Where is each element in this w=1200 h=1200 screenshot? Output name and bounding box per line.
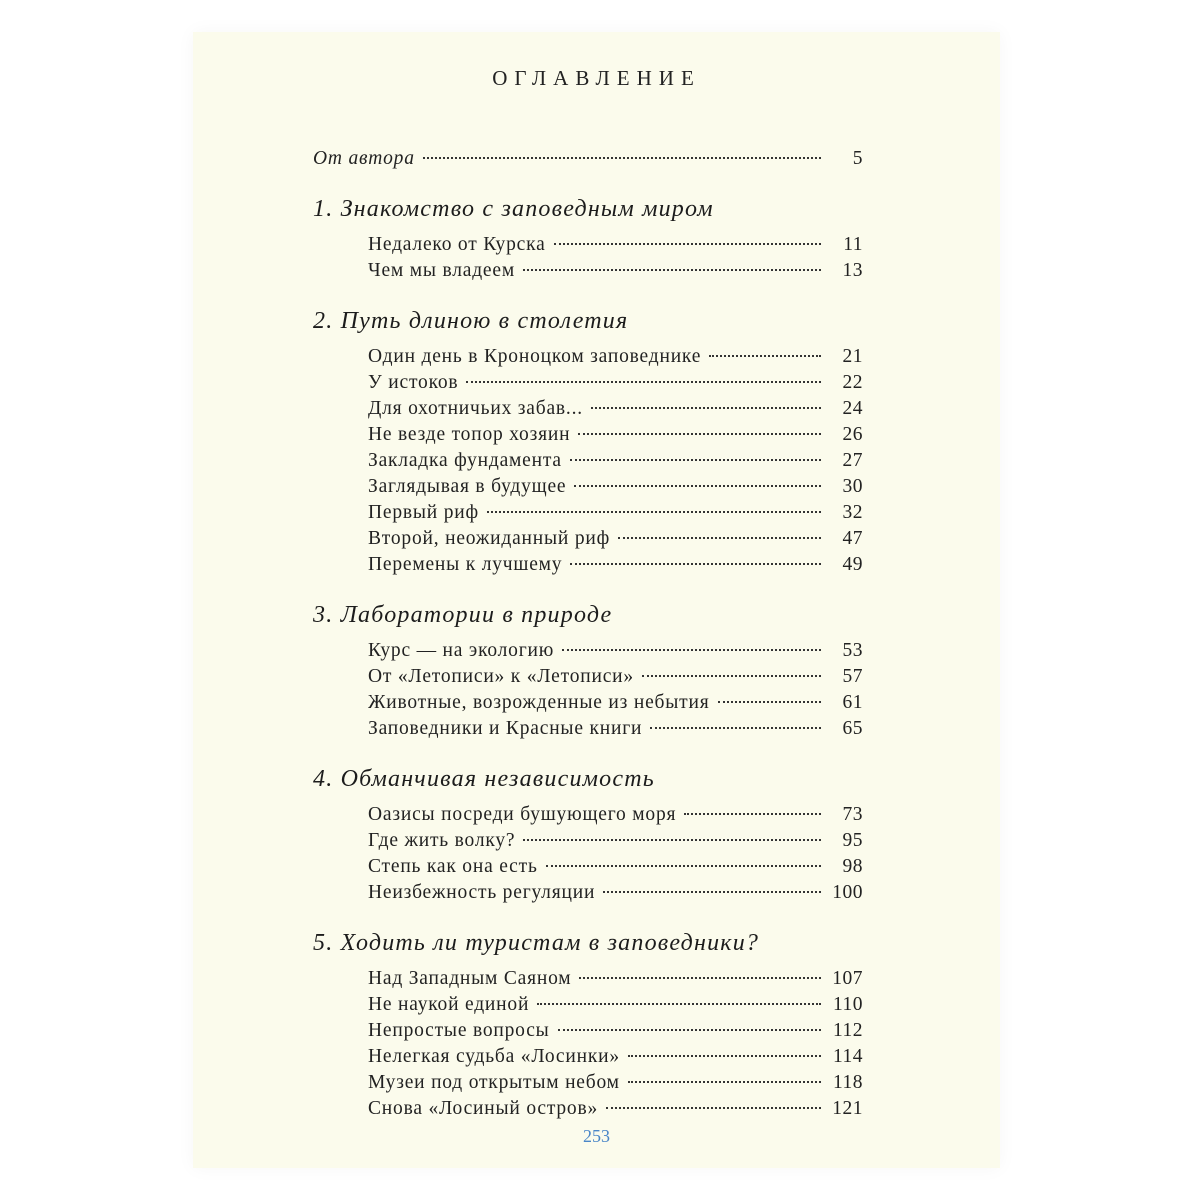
toc-entry [313, 448, 863, 474]
toc-entry-label: Оазисы посреди бушующего моря [368, 804, 677, 825]
toc-entry [313, 992, 863, 1018]
toc-entry-page: 57 [842, 666, 863, 687]
chapter-heading: 2. Путь длиною в столетия [313, 308, 629, 334]
chapter-heading: 4. Обманчивая независимость [313, 766, 655, 792]
toc-entry-page: 65 [842, 718, 863, 739]
toc-entry [313, 422, 863, 448]
toc-entry-page: 107 [832, 968, 863, 989]
toc-entry-label: Закладка фундамента [368, 450, 562, 471]
toc-entry-page: 21 [842, 346, 863, 367]
dot-leader [628, 1081, 821, 1083]
toc-entry-page: 5 [852, 148, 863, 169]
toc-entry-label: Нелегкая судьба «Лосинки» [368, 1046, 620, 1067]
toc-entry-page: 73 [842, 804, 863, 825]
toc-entry-page: 11 [843, 234, 863, 255]
toc-entry [313, 526, 863, 552]
toc-entry-page: 114 [832, 1046, 863, 1067]
dot-leader [487, 511, 821, 513]
dot-leader [650, 727, 821, 729]
toc-entry-label: Заповедники и Красные книги [368, 718, 643, 739]
toc-entry-page: 30 [842, 476, 863, 497]
toc-entry-label: Музеи под открытым небом [368, 1072, 620, 1093]
dot-leader [523, 839, 821, 841]
dot-leader [642, 675, 821, 677]
toc-entry [313, 1044, 863, 1070]
toc-entry-label: Животные, возрожденные из небытия [368, 692, 710, 713]
toc-entry-page: 95 [842, 830, 863, 851]
toc-entry-label: Степь как она есть [368, 856, 538, 877]
toc-entry [313, 500, 863, 526]
toc-entry [313, 638, 863, 664]
toc-entry-page: 110 [832, 994, 863, 1015]
toc-entry [313, 802, 863, 828]
toc-entry-page: 13 [842, 260, 863, 281]
toc-entry-label: Где жить волку? [368, 830, 516, 851]
toc-entry [313, 880, 863, 906]
toc-entry-label: От автора [313, 148, 415, 169]
toc-entry [313, 552, 863, 578]
toc-entry-page: 118 [832, 1072, 863, 1093]
toc-entry-label: Неизбежность регуляции [368, 882, 596, 903]
toc-entry-label: У истоков [368, 372, 459, 393]
toc-entry-label: Над Западным Саяном [368, 968, 572, 989]
page-number: 253 [583, 1126, 610, 1146]
dot-leader [546, 865, 821, 867]
dot-leader [570, 563, 821, 565]
toc-entry-page: 112 [832, 1020, 863, 1041]
toc-entry-page: 47 [842, 528, 863, 549]
toc-entry-label: Снова «Лосиный остров» [368, 1098, 599, 1119]
dot-leader [423, 157, 821, 159]
toc-entry-label: Для охотничьих забав... [368, 398, 583, 419]
toc-entry [313, 828, 863, 854]
dot-leader [603, 891, 821, 893]
toc-entry [313, 966, 863, 992]
chapter-heading: 1. Знакомство с заповедным миром [313, 196, 714, 222]
toc-entry [313, 344, 863, 370]
dot-leader [574, 485, 821, 487]
toc-entry-page: 49 [842, 554, 863, 575]
chapter-heading: 5. Ходить ли туристам в заповедники? [313, 930, 760, 956]
table-of-contents [313, 132, 863, 1122]
toc-entry [313, 474, 863, 500]
toc-entry [313, 690, 863, 716]
dot-leader [591, 407, 821, 409]
toc-entry-label: Не везде топор хозяин [368, 424, 571, 445]
dot-leader [558, 1029, 821, 1031]
dot-leader [684, 813, 821, 815]
dot-leader [523, 269, 821, 271]
toc-entry [313, 258, 863, 284]
toc-entry-page: 24 [842, 398, 863, 419]
toc-entry-label: Перемены к лучшему [368, 554, 563, 575]
dot-leader [562, 649, 821, 651]
dot-leader [466, 381, 821, 383]
toc-entry-label: Второй, неожиданный риф [368, 528, 611, 549]
toc-entry [313, 716, 863, 742]
chapter-heading: 3. Лаборатории в природе [313, 602, 613, 628]
toc-entry-page: 61 [842, 692, 863, 713]
dot-leader [618, 537, 821, 539]
dot-leader [570, 459, 821, 461]
toc-entry [313, 1070, 863, 1096]
dot-leader [628, 1055, 821, 1057]
toc-entry-page: 32 [842, 502, 863, 523]
toc-entry-page: 100 [832, 882, 863, 903]
book-page [193, 32, 1000, 1168]
dot-leader [579, 977, 821, 979]
toc-entry [313, 854, 863, 880]
toc-entry-label: Первый риф [368, 502, 479, 523]
toc-entry-page: 98 [842, 856, 863, 877]
toc-entry [313, 396, 863, 422]
toc-entry-page: 26 [842, 424, 863, 445]
toc-entry-label: Заглядывая в будущее [368, 476, 567, 497]
toc-entry-label: Чем мы владеем [368, 260, 515, 281]
page-title: ОГЛАВЛЕНИЕ [492, 66, 701, 90]
dot-leader [537, 1003, 821, 1005]
dot-leader [554, 243, 821, 245]
toc-entry-page: 121 [832, 1098, 863, 1119]
toc-entry [313, 232, 863, 258]
toc-entry-label: Недалеко от Курска [368, 234, 546, 255]
toc-entry [313, 1096, 863, 1122]
toc-entry [313, 664, 863, 690]
toc-entry-label: От «Летописи» к «Летописи» [368, 666, 634, 687]
toc-entry-page: 22 [842, 372, 863, 393]
toc-entry-page: 53 [842, 640, 863, 661]
toc-entry-label: Не наукой единой [368, 994, 530, 1015]
toc-entry [313, 1018, 863, 1044]
toc-entry [313, 370, 863, 396]
toc-entry-label: Непростые вопросы [368, 1020, 550, 1041]
dot-leader [718, 701, 822, 703]
dot-leader [578, 433, 821, 435]
toc-entry-foreword [313, 146, 863, 172]
toc-entry-label: Курс — на экологию [368, 640, 555, 661]
dot-leader [606, 1107, 821, 1109]
toc-entry-page: 27 [842, 450, 863, 471]
dot-leader [709, 355, 821, 357]
toc-entry-label: Один день в Кроноцком заповеднике [368, 346, 702, 367]
